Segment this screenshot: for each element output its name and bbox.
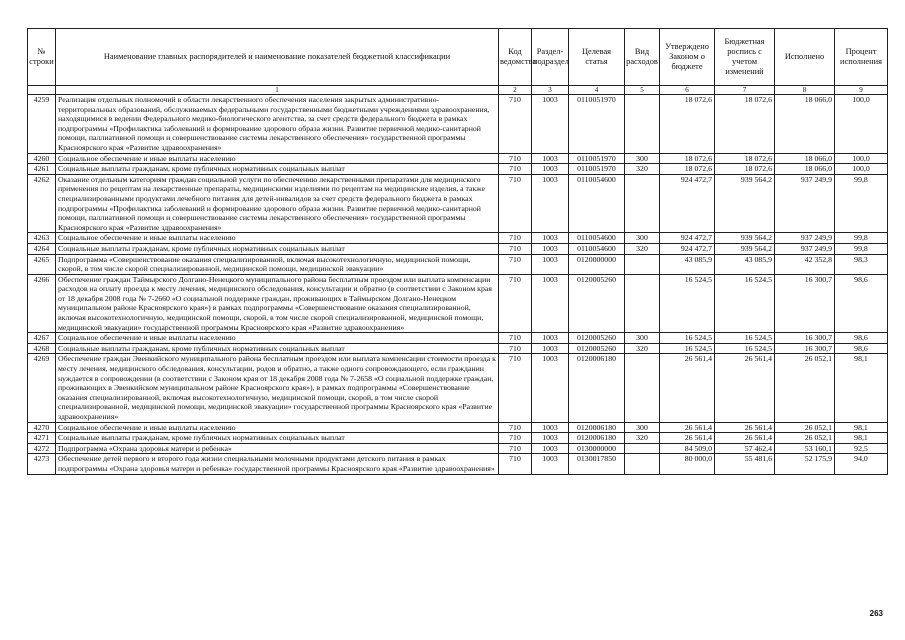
cell-name: Социальное обеспечение и иные выплаты населению xyxy=(56,153,499,164)
budget-execution-table xyxy=(27,28,888,475)
column-header-listing: Бюджетная роспись с учетом изменений xyxy=(715,29,775,86)
table-row xyxy=(28,422,888,433)
cell-approved: 18 072,6 xyxy=(660,164,715,175)
cell-dept: 710 xyxy=(499,454,532,474)
cell-sect: 1003 xyxy=(532,454,569,474)
column-header-target: Целевая статья xyxy=(569,29,625,86)
column-number-target: 4 xyxy=(569,86,625,95)
cell-percent: 98,1 xyxy=(835,433,888,444)
cell-sect: 1003 xyxy=(532,433,569,444)
table-row xyxy=(28,233,888,244)
table-row xyxy=(28,274,888,333)
cell-executed: 16 300,7 xyxy=(775,274,835,333)
cell-percent: 99,8 xyxy=(835,174,888,233)
cell-dept: 710 xyxy=(499,164,532,175)
cell-target: 0120006180 xyxy=(569,422,625,433)
column-header-sect: Раздел-подраздел xyxy=(532,29,569,86)
cell-listing: 16 524,5 xyxy=(715,274,775,333)
cell-approved: 924 472,7 xyxy=(660,233,715,244)
cell-name: Подпрограмма «Совершенствование оказания специализированной, включая высокотехнологичную, медицинской помощи, скорой, в том числе скорой специализированной, медицинской помощи, медицинской эвакуации» xyxy=(56,254,499,274)
cell-num: 4259 xyxy=(28,95,56,154)
cell-num: 4271 xyxy=(28,433,56,444)
cell-listing: 939 564,2 xyxy=(715,243,775,254)
cell-percent: 98,3 xyxy=(835,254,888,274)
cell-approved: 26 561,4 xyxy=(660,433,715,444)
cell-exp xyxy=(625,274,660,333)
table-row xyxy=(28,164,888,175)
table-row xyxy=(28,95,888,154)
cell-executed: 18 066,0 xyxy=(775,153,835,164)
cell-listing: 939 564,2 xyxy=(715,174,775,233)
cell-num: 4273 xyxy=(28,454,56,474)
cell-listing: 26 561,4 xyxy=(715,354,775,422)
cell-num: 4262 xyxy=(28,174,56,233)
cell-exp xyxy=(625,443,660,454)
cell-executed: 42 352,8 xyxy=(775,254,835,274)
cell-sect: 1003 xyxy=(532,333,569,344)
cell-percent: 98,6 xyxy=(835,274,888,333)
cell-name: Реализация отдельных полномочий в области лекарственного обеспечения населения закрытых административно-территориальных образований, обслуживаемых федеральными государственными бюджетными учреждениями здравоохранения, находящимися в ведении Федерального медико-биологического агентства, за счет средств федерального бюджета в рамках подпрограммы «Профилактика заболеваний и формирование здорового образа жизни. Развитие первичной медико-санитарной помощи, паллиативной помощи и совершенствование системы лекарственного обеспечения» государственной программы Красноярского края «Развитие здравоохранения» xyxy=(56,95,499,154)
cell-name: Подпрограмма «Охрана здоровья матери и ребенка» xyxy=(56,443,499,454)
cell-executed: 16 300,7 xyxy=(775,343,835,354)
cell-listing: 26 561,4 xyxy=(715,422,775,433)
cell-num: 4265 xyxy=(28,254,56,274)
cell-approved: 924 472,7 xyxy=(660,174,715,233)
column-header-name: Наименование главных распорядителей и наименование показателей бюджетной классификации xyxy=(56,29,499,86)
cell-target: 0120005260 xyxy=(569,274,625,333)
cell-exp: 320 xyxy=(625,343,660,354)
cell-sect: 1003 xyxy=(532,174,569,233)
cell-sect: 1003 xyxy=(532,274,569,333)
cell-listing: 57 462,4 xyxy=(715,443,775,454)
column-header-dept: Код ведомства xyxy=(499,29,532,86)
cell-executed: 937 249,9 xyxy=(775,243,835,254)
column-number-dept: 2 xyxy=(499,86,532,95)
page-number: 263 xyxy=(869,609,883,618)
cell-percent: 92,5 xyxy=(835,443,888,454)
cell-executed: 18 066,0 xyxy=(775,95,835,154)
column-number-percent: 9 xyxy=(835,86,888,95)
table-row xyxy=(28,343,888,354)
cell-executed: 53 160,1 xyxy=(775,443,835,454)
cell-listing: 18 072,6 xyxy=(715,153,775,164)
cell-dept: 710 xyxy=(499,243,532,254)
cell-executed: 52 175,9 xyxy=(775,454,835,474)
cell-exp xyxy=(625,95,660,154)
cell-num: 4268 xyxy=(28,343,56,354)
cell-approved: 26 561,4 xyxy=(660,354,715,422)
cell-target: 0120006180 xyxy=(569,354,625,422)
cell-dept: 710 xyxy=(499,422,532,433)
cell-listing: 55 481,6 xyxy=(715,454,775,474)
cell-num: 4269 xyxy=(28,354,56,422)
cell-exp: 300 xyxy=(625,233,660,244)
cell-num: 4263 xyxy=(28,233,56,244)
cell-executed: 18 066,0 xyxy=(775,164,835,175)
cell-sect: 1003 xyxy=(532,343,569,354)
cell-sect: 1003 xyxy=(532,254,569,274)
cell-exp: 320 xyxy=(625,164,660,175)
cell-sect: 1003 xyxy=(532,164,569,175)
cell-approved: 80 000,0 xyxy=(660,454,715,474)
cell-exp: 320 xyxy=(625,243,660,254)
cell-listing: 939 564,2 xyxy=(715,233,775,244)
cell-num: 4267 xyxy=(28,333,56,344)
cell-percent: 99,8 xyxy=(835,233,888,244)
cell-exp xyxy=(625,354,660,422)
column-headers-row xyxy=(28,29,888,86)
cell-approved: 16 524,5 xyxy=(660,343,715,354)
cell-name: Социальное обеспечение и иные выплаты населению xyxy=(56,233,499,244)
cell-dept: 710 xyxy=(499,333,532,344)
cell-dept: 710 xyxy=(499,274,532,333)
cell-target: 0110051970 xyxy=(569,153,625,164)
table-row xyxy=(28,243,888,254)
cell-name: Социальные выплаты гражданам, кроме публичных нормативных социальных выплат xyxy=(56,243,499,254)
cell-executed: 26 052,1 xyxy=(775,354,835,422)
cell-name: Обеспечение граждан Таймырского Долгано-Ненецкого муниципального района бесплатным проездом или выплата компенсации расходов на оплату проезда к месту лечения, медицинского обследования, консультации и обратно (в соответствии с Законом края от 18 декабря 2008 года № 7-2660 «О социальной поддержке граждан, проживающих в Таймырском Долгано-Ненецком муниципальном районе Красноярского края») в рамках подпрограммы «Совершенствование оказания специализированной, включая высокотехнологичную, медицинской помощи, скорой, в том числе скорой специализированной, медицинской помощи, медицинской эвакуации» государственной программы Красноярского края «Развитие здравоохранения» xyxy=(56,274,499,333)
cell-executed: 26 052,1 xyxy=(775,422,835,433)
column-number-num xyxy=(28,86,56,95)
cell-exp: 300 xyxy=(625,153,660,164)
cell-target: 0120000000 xyxy=(569,254,625,274)
cell-sect: 1003 xyxy=(532,243,569,254)
cell-num: 4260 xyxy=(28,153,56,164)
cell-listing: 18 072,6 xyxy=(715,164,775,175)
cell-exp: 300 xyxy=(625,333,660,344)
cell-target: 0110054600 xyxy=(569,233,625,244)
column-number-exp: 5 xyxy=(625,86,660,95)
table-row xyxy=(28,254,888,274)
cell-target: 0110054600 xyxy=(569,243,625,254)
cell-approved: 16 524,5 xyxy=(660,274,715,333)
table-header xyxy=(28,29,888,95)
cell-dept: 710 xyxy=(499,433,532,444)
column-header-percent: Процент исполнения xyxy=(835,29,888,86)
column-numbers-row xyxy=(28,86,888,95)
cell-exp xyxy=(625,254,660,274)
cell-num: 4264 xyxy=(28,243,56,254)
column-header-approved: Утверждено Законом о бюджете xyxy=(660,29,715,86)
cell-num: 4261 xyxy=(28,164,56,175)
cell-name: Оказание отдельным категориям граждан социальной услуги по обеспечению лекарственными препаратами для медицинского применения по рецептам на лекарственные препараты, медицинскими изделиями по рецептам на медицинские изделия, а также специализированными продуктами лечебного питания для детей-инвалидов за счет средств федерального бюджета в рамках подпрограммы «Профилактика заболеваний и формирование здорового образа жизни. Развитие первичной медико-санитарной помощи, паллиативной помощи и совершенствование системы лекарственного обеспечения» государственной программы Красноярского края «Развитие здравоохранения» xyxy=(56,174,499,233)
cell-dept: 710 xyxy=(499,233,532,244)
cell-exp: 300 xyxy=(625,422,660,433)
table-row xyxy=(28,443,888,454)
cell-sect: 1003 xyxy=(532,95,569,154)
cell-listing: 18 072,6 xyxy=(715,95,775,154)
cell-num: 4270 xyxy=(28,422,56,433)
cell-target: 0120005260 xyxy=(569,333,625,344)
cell-dept: 710 xyxy=(499,254,532,274)
cell-percent: 98,6 xyxy=(835,343,888,354)
cell-dept: 710 xyxy=(499,95,532,154)
column-number-executed: 8 xyxy=(775,86,835,95)
cell-target: 0130017850 xyxy=(569,454,625,474)
cell-approved: 16 524,5 xyxy=(660,333,715,344)
cell-listing: 16 524,5 xyxy=(715,333,775,344)
cell-name: Обеспечение граждан Эвенкийского муниципального района бесплатным проездом или выплата компенсации стоимости проезда к месту лечения, медицинского обследования, консультации, родов и обратно, а также одного сопровождающего, если гражданин нуждается в сопровождении (в соответствии с Законом края от 18 декабря 2008 года № 7-2658 «О социальной поддержке граждан, проживающих в Эвенкийском муниципальном районе Красноярского края»), в рамках подпрограммы «Совершенствование оказания специализированной, включая высокотехнологичную, медицинской помощи, скорой, в том числе скорой специализированной, медицинской помощи, медицинской эвакуации» государственной программы Красноярского края «Развитие здравоохранения» xyxy=(56,354,499,422)
cell-approved: 84 509,0 xyxy=(660,443,715,454)
cell-target: 0110054600 xyxy=(569,174,625,233)
column-header-exp: Вид расходов xyxy=(625,29,660,86)
cell-target: 0120005260 xyxy=(569,343,625,354)
column-number-listing: 7 xyxy=(715,86,775,95)
column-number-name: 1 xyxy=(56,86,499,95)
cell-approved: 18 072,6 xyxy=(660,95,715,154)
cell-name: Социальные выплаты гражданам, кроме публичных нормативных социальных выплат xyxy=(56,164,499,175)
column-header-executed: Исполнено xyxy=(775,29,835,86)
cell-exp xyxy=(625,454,660,474)
budget-report-page xyxy=(27,28,887,475)
cell-approved: 26 561,4 xyxy=(660,422,715,433)
cell-percent: 94,0 xyxy=(835,454,888,474)
table-body xyxy=(28,95,888,475)
cell-percent: 98,1 xyxy=(835,422,888,433)
table-row xyxy=(28,354,888,422)
column-number-sect: 3 xyxy=(532,86,569,95)
cell-sect: 1003 xyxy=(532,354,569,422)
cell-sect: 1003 xyxy=(532,233,569,244)
cell-sect: 1003 xyxy=(532,153,569,164)
cell-target: 0110051970 xyxy=(569,95,625,154)
table-row xyxy=(28,454,888,474)
cell-name: Социальное обеспечение и иные выплаты населению xyxy=(56,333,499,344)
cell-name: Социальное обеспечение и иные выплаты населению xyxy=(56,422,499,433)
cell-listing: 16 524,5 xyxy=(715,343,775,354)
cell-approved: 924 472,7 xyxy=(660,243,715,254)
cell-approved: 43 085,9 xyxy=(660,254,715,274)
cell-dept: 710 xyxy=(499,443,532,454)
cell-dept: 710 xyxy=(499,354,532,422)
cell-executed: 937 249,9 xyxy=(775,174,835,233)
cell-executed: 16 300,7 xyxy=(775,333,835,344)
column-header-num: № строки xyxy=(28,29,56,86)
cell-num: 4266 xyxy=(28,274,56,333)
cell-target: 0120006180 xyxy=(569,433,625,444)
cell-sect: 1003 xyxy=(532,422,569,433)
cell-name: Социальные выплаты гражданам, кроме публичных нормативных социальных выплат xyxy=(56,433,499,444)
cell-executed: 26 052,1 xyxy=(775,433,835,444)
cell-listing: 26 561,4 xyxy=(715,433,775,444)
cell-exp xyxy=(625,174,660,233)
cell-approved: 18 072,6 xyxy=(660,153,715,164)
cell-sect: 1003 xyxy=(532,443,569,454)
table-row xyxy=(28,174,888,233)
cell-dept: 710 xyxy=(499,343,532,354)
cell-percent: 100,0 xyxy=(835,95,888,154)
cell-exp: 320 xyxy=(625,433,660,444)
table-row xyxy=(28,433,888,444)
table-row xyxy=(28,333,888,344)
cell-executed: 937 249,9 xyxy=(775,233,835,244)
cell-percent: 99,8 xyxy=(835,243,888,254)
cell-percent: 98,1 xyxy=(835,354,888,422)
cell-percent: 98,6 xyxy=(835,333,888,344)
table-row xyxy=(28,153,888,164)
cell-percent: 100,0 xyxy=(835,153,888,164)
cell-name: Обеспечение детей первого и второго года жизни специальными молочными продуктами детского питания в рамках подпрограммы «Охрана здоровья матери и ребенка» государственной программы Красноярского края «Развитие здравоохранения» xyxy=(56,454,499,474)
cell-num: 4272 xyxy=(28,443,56,454)
cell-dept: 710 xyxy=(499,153,532,164)
cell-target: 0110051970 xyxy=(569,164,625,175)
cell-name: Социальные выплаты гражданам, кроме публичных нормативных социальных выплат xyxy=(56,343,499,354)
cell-target: 0130000000 xyxy=(569,443,625,454)
cell-dept: 710 xyxy=(499,174,532,233)
column-number-approved: 6 xyxy=(660,86,715,95)
cell-listing: 43 085,9 xyxy=(715,254,775,274)
cell-percent: 100,0 xyxy=(835,164,888,175)
